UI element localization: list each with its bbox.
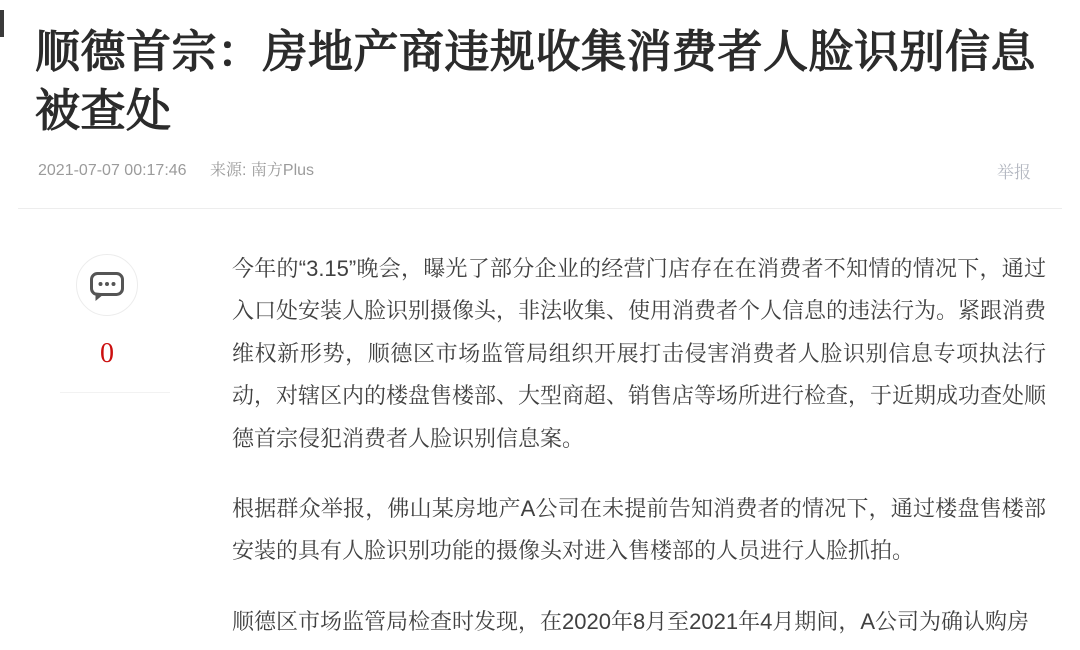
article-paragraph: 顺德区市场监管局检查时发现，在2020年8月至2021年4月期间，A公司为确认购房 [232,608,1030,634]
report-link[interactable]: 举报 [997,158,1031,183]
article-title: 顺德首宗：房地产商违规收集消费者人脸识别信息被查处 [35,26,1037,136]
sidebar-divider [60,392,170,393]
header-divider [18,208,1062,209]
article-paragraph: 今年的“3.15”晚会，曝光了部分企业的经营门店存在在消费者不知情的情况下，通过入口处安装人脸识别摄像头，非法收集、使用消费者个人信息的违法行为。紧跟消费维权新形势，顺德区市场监管局组织开展打击侵害消费者人脸识别信息专项执法行动，对辖区内的楼盘售楼部、大型商超、销售店等场所进行检查，于近期成功查处顺德首宗侵犯消费者人脸识别信息案。 [232,256,1047,451]
article-body [232,248,1046,650]
article-paragraph: 根据群众举报，佛山某房地产A公司在未提前告知消费者的情况下，通过楼盘售楼部安装的具有人脸识别功能的摄像头对进入售楼部的人员进行人脸抓拍。 [232,496,1046,564]
comment-bubble-icon [89,269,125,302]
article-meta [38,157,314,180]
source-label: 来源: 南方Plus [210,162,315,179]
publish-timestamp: 2021-07-07 00:17:46 [38,162,187,179]
cropped-edge-artifact [0,10,4,37]
comment-count: 0 [100,338,114,369]
comment-button[interactable] [76,254,138,316]
